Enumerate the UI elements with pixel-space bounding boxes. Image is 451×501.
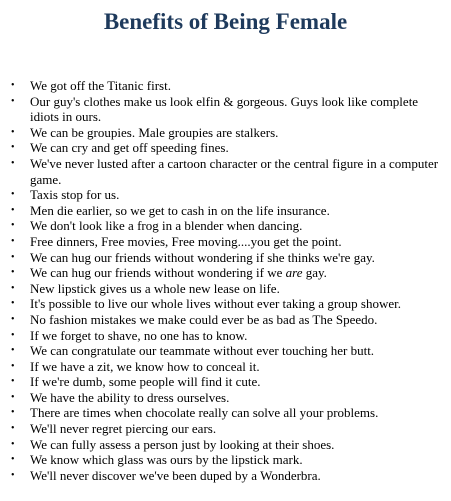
list-item-text: We don't look like a frog in a blender when dancing. [30,218,303,234]
list-item-text-after: gay. [302,265,327,281]
list-item [0,156,440,187]
list-item [0,203,440,219]
list-item-text: We've never lusted after a cartoon character or the central figure in a computer game. [30,155,439,187]
list-item-emphasis: are [285,265,303,281]
list-item [0,452,440,468]
list-item [0,468,440,484]
list-item [0,421,440,437]
list-item-text: New lipstick gives us a whole new lease on life. [30,280,280,296]
list-item [0,265,440,281]
list-item [0,234,440,250]
list-item [0,343,440,359]
list-item [0,125,440,141]
list-item [0,140,440,156]
list-item-text: We'll never discover we've been duped by a Wonderbra. [30,467,321,483]
list-item-text-before: We can hug our friends without wondering if we [30,265,286,281]
list-item [0,78,440,94]
list-item [0,250,440,266]
list-item-text: It's possible to live our whole lives without ever taking a group shower. [30,296,401,312]
benefits-list [0,78,440,483]
page-title: Benefits of Being Female [103,9,348,34]
list-item-text: We can cry and get off speeding fines. [30,140,229,156]
list-item-text: We can fully assess a person just by looking at their shoes. [30,436,335,452]
list-item-text: Taxis stop for us. [30,187,120,203]
list-item-text: Our guy's clothes make us look elfin & gorgeous. Guys look like complete idiots in ours. [30,93,419,125]
list-item-text: We know which glass was ours by the lipstick mark. [30,452,303,468]
list-item-text: There are times when chocolate really can solve all your problems. [30,405,379,421]
list-item [0,218,440,234]
list-item-text: Men die earlier, so we get to cash in on the life insurance. [30,202,330,218]
list-item [0,187,440,203]
list-item-text: We have the ability to dress ourselves. [30,389,230,405]
list-item [0,390,440,406]
list-item-text: If we forget to shave, no one has to know. [30,327,248,343]
list-item [0,374,440,390]
list-item-text: We can hug our friends without wondering if she thinks we're gay. [30,249,375,265]
list-item-text: We got off the Titanic first. [30,78,171,93]
list-item-text: If we have a zit, we know how to conceal it. [30,358,260,374]
list-item [0,296,440,312]
list-item-text: We can be groupies. Male groupies are stalkers. [30,124,279,140]
list-item [0,281,440,297]
list-item-text: If we're dumb, some people will find it cute. [30,374,261,390]
list-item [0,312,440,328]
list-item [0,328,440,344]
list-item [0,359,440,375]
list-item [0,94,440,125]
list-item-text: We'll never regret piercing our ears. [30,421,217,437]
list-item-text: No fashion mistakes we make could ever be as bad as The Speedo. [30,311,378,327]
list-item [0,437,440,453]
list-item [0,405,440,421]
list-item-text: Free dinners, Free movies, Free moving....you get the point. [30,233,342,249]
list-item-text: We can congratulate our teammate without ever touching her butt. [30,343,375,359]
